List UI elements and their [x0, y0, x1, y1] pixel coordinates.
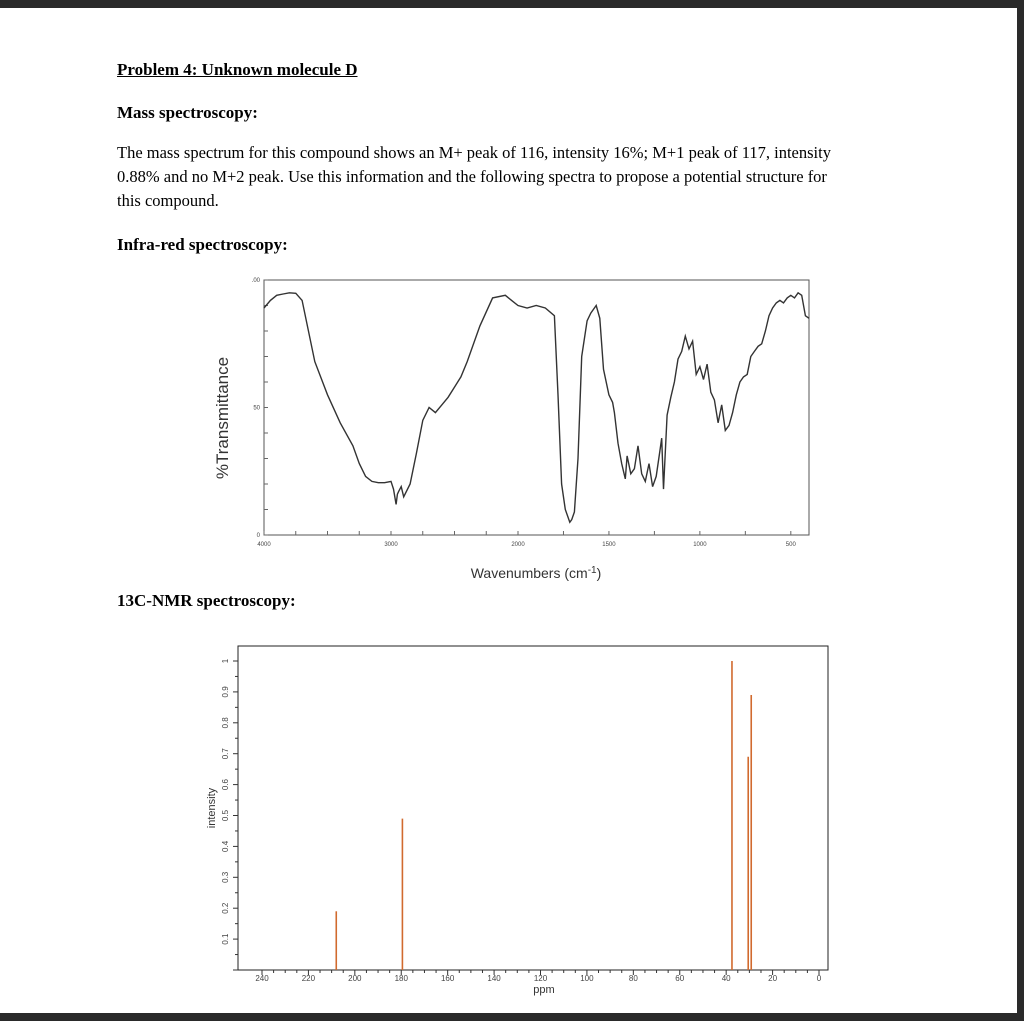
nmr-y-tick-label: 0.4 [221, 840, 230, 852]
nmr-x-axis-label: ppm [533, 984, 555, 996]
mass-spec-heading: Mass spectroscopy: [117, 103, 258, 122]
nmr-x-tick-label: 120 [533, 974, 548, 983]
ir-y-tick-label: 0 [256, 533, 260, 539]
ir-x-tick-label: 4000 [257, 542, 271, 548]
nmr-x-tick-label: 20 [768, 974, 778, 983]
nmr-x-tick-label: 80 [628, 974, 638, 983]
nmr-x-tick-label: 60 [675, 974, 685, 983]
nmr-x-tick-label: 180 [394, 974, 408, 983]
nmr-x-tick-label: 200 [348, 974, 362, 983]
ir-x-tick-label: 1000 [693, 542, 707, 548]
nmr-x-tick-label: 240 [255, 974, 269, 983]
ir-heading: Infra-red spectroscopy: [117, 235, 288, 254]
nmr-y-tick-label: 0.2 [221, 902, 230, 914]
ir-x-axis-label: Wavenumbers $(cm^{-1})$ [470, 565, 602, 581]
nmr-y-tick-label: 0.5 [221, 809, 230, 822]
paragraph-line: 0.88% and no M+2 peak. Use this information and the following spectra to propose a potential structure for [117, 167, 827, 186]
window-edge [1017, 0, 1024, 1021]
nmr-x-tick-label: 100 [580, 974, 594, 983]
nmr-y-axis-label: intensity [206, 787, 218, 829]
nmr-y-tick-label: 0.7 [221, 748, 230, 760]
ir-y-axis-label: %Transmittance [213, 356, 232, 480]
paragraph-line: this compound. [117, 191, 219, 210]
problem-title: Problem 4: Unknown molecule D [117, 60, 358, 79]
ir-y-tick-label: .00 [251, 278, 260, 284]
nmr-x-tick-label: 0 [816, 974, 822, 983]
nmr-y-tick-label: 0.9 [221, 686, 230, 698]
ir-x-tick-label: 500 [785, 542, 796, 548]
ir-y-tick-label: 50 [253, 405, 260, 412]
nmr-y-tick-label: 1 [221, 658, 230, 664]
nmr-x-tick-label: 140 [487, 974, 501, 983]
nmr-y-tick-label: 0.1 [221, 933, 230, 945]
nmr-y-tick-label: 0.8 [221, 717, 230, 729]
nmr-x-tick-label: 40 [721, 974, 731, 983]
nmr-y-tick-label: 0.6 [221, 779, 230, 791]
ir-x-tick-label: 1500 [602, 542, 616, 548]
mass-spec-paragraph [117, 141, 917, 213]
ir-x-tick-label: 2000 [511, 542, 525, 548]
paragraph-line: The mass spectrum for this compound shows an M+ peak of 116, intensity 16%; M+1 peak of 117, intensity [117, 143, 831, 162]
nmr-x-tick-label: 220 [301, 974, 316, 983]
nmr-heading: 13C-NMR spectroscopy: [117, 591, 296, 610]
nmr-y-tick-label: 0.3 [221, 871, 230, 883]
ir-x-tick-label: 3000 [384, 542, 398, 548]
nmr-x-tick-label: 160 [440, 974, 455, 983]
